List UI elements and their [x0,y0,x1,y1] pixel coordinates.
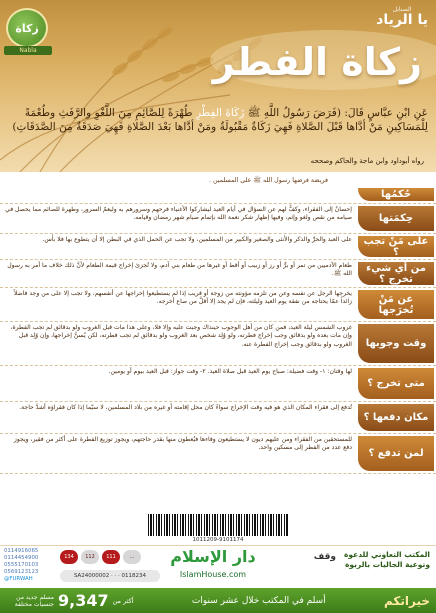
tab-where-to-pay: مكان دفعها ؟ [358,404,434,431]
twitter-handle[interactable]: @FURWAH [4,576,33,582]
islamhouse-name: دار الإسلام [170,547,256,566]
islamhouse-logo[interactable] [158,548,268,584]
org-name-text: المكتب التعاوني للدعوة وتوعية الجاليات بالربوة [343,550,430,569]
tab-on-behalf-of: عن مَنْ تُخرَجها [358,290,434,319]
hadith-highlight: زَكَاةَ الفِطْرِ [195,107,245,119]
section-body: غروب الشمس ليلة العيد، فمن كان من أهل الوجوب حينذاك وجبت عليه وإلا فلا، وعلى هذا مات قبل الغروب ولو بدقائق لم تجب الفطرة، وإن مات بعده ولو بدقائق وجب إخراج فطرته، ولو وُلِد شخص بعد الغروب ولو بدقائق لم تجب فطرته، لكن يُسنُّ إخراجها، وإن وُلِد قبل الغروب ولو بدقائق وجب إخراج الفطرة عنه. [10,324,352,348]
phone-number[interactable]: 0114454900 [4,555,39,561]
phone-list [4,548,58,583]
tab-time-due: وقت وجوبها [358,324,434,363]
tab-what-to-give: من أي شيء تخرج ؟ [358,262,434,285]
tab-when-to-give: متى تخرج ؟ [358,368,434,399]
section-when-to-give [0,366,436,402]
contact-pill: 111 [102,550,120,564]
section-body: طعام الآدميين من تمر أو برٍّ أو رز أو زبيب أو أقط أو غيرها من طعام بني آدم، ولا تُجزئ إخراج قيمة الطعام لأنَّ ذلك خلاف ما أمر به رسول الله ﷺ. [7,262,352,278]
brand-sub: السنابل [392,6,412,13]
tab-who-must-pay: على مَنْ تجب ؟ [358,236,434,257]
phone-number[interactable]: 0555170103 [4,562,39,568]
wheat-illustration [0,0,436,172]
section-who-must-pay [0,234,436,260]
section-body [0,186,358,203]
waqf-label: وقف [313,552,336,562]
content-area [0,172,436,512]
logo-caption: Nabla [4,46,52,55]
convert-count [6,591,134,610]
section-wisdom [0,204,436,234]
section-what-to-give [0,260,436,288]
sections-list [0,186,436,474]
section-recipients [0,434,436,474]
brand-mark [376,6,428,27]
contact-pills [60,550,156,564]
phone-number[interactable]: 0569123123 [4,569,39,575]
hadith-rest: طُهْرَةً لِلصَّائِمِ مِنَ اللَّغْوِ والرَّفَثِ وطُعْمَةً لِلْمَسَاكِينِ مَنْ أدَّاها قَبْلَ الصَّلاةِ فَهِيَ زَكَاةٌ مَقْبُولَةٌ ومَنْ أدَّاها بَعْدَ الصَّلاةِ فَهِيَ صَدَقَةٌ مِنَ الصَّدَقَاتِ) [12,107,428,133]
section-body: لها وقتان: ١- وقت فضيلة: صباح يوم العيد قبل صلاة العيد. ٢- وقت جواز: قبل العيد بيوم أو يومين. [108,368,352,375]
intro-line: فريضة فرضها رسول الله ﷺ على المسلمين . [208,177,328,184]
tab-ruling: حُكمُها [358,188,434,201]
org-name [338,550,430,570]
hadith-start: عَنِ ابْنِ عبَّاسٍ قَالَ: (فَرَضَ رَسُولُ اللَّهِ ﷺ [244,107,428,119]
contact-pill: ... [123,550,141,564]
barcode-number: 1011209-9101174 [192,537,244,543]
contact-pill: 112 [81,550,99,564]
contact-pill: 134 [60,550,78,564]
section-body: للمستحقين من الفقراء ومن عليهم ديون لا يستطيعون وفاءها فيُعطون منها بقدر حاجتهم، ويجوز توزيع الفطرة على أكثر من فقير، ويجوز دفع عدد من الفطر إلى مسكين واحد. [13,436,352,452]
logo-text: زكاة [15,21,39,35]
section-body: إحسانٌ إلى الفقراء، وكفٌّ لهم عن السؤال في أيام العيد ليشاركوا الأغنياء فرحهم وسرورهم به وليعمّ السرور، وطهرة للصائم مما يحصل في صيامه من نقص ولغو وإثم، وفيها إظهار شكر نعمة الله بإتمام صيام شهر رمضان وقيامه. [5,206,352,222]
section-where-to-pay [0,402,436,434]
section-body: على العبد والحرِّ والذكر والأنثى والصغير والكبير من المسلمين، ولا تجب عن الحمل الذي في البطن إلا أن يتطوع بها فلا بأس. [42,236,352,243]
brand-main: يا الرياد [376,12,428,28]
account-strip: SA24000002 · · · 0118234 [60,570,160,582]
section-body: تُدفع إلى فقراء المكان الذي هو فيه وقت الإخراج سواءً كان محل إقامته أو غيره من بلاد المسلمين، لا سيّما إذا كان فقراؤه أشدَّ حاجة. [19,404,352,411]
barcode [148,514,288,536]
tagline-main: خيراتكم [383,593,430,608]
page-title: زكاة الفطر [212,40,422,84]
hadith-text [8,106,428,134]
tagline-mid: أسلم في المكتب خلال عشر سنوات [191,595,326,606]
count-value: 9,347 [58,591,109,610]
count-post: مسلم جديد من جنسيات مختلفة [14,593,54,608]
section-ruling [0,186,436,204]
count-pre: أكثر من [112,596,134,605]
phone-number[interactable]: 0114916065 [4,548,39,554]
header-banner [0,0,436,172]
section-body: يخرجها الرجل عن نفسه وعن من تلزمه مؤونته من زوجة أو قريب إذا لم يستطيعوا إخراجها عن أنفسهم، ولا تجب إلا على من وجد فاضلاً زائداً عمّا يحتاجه من نفقة يوم العيد وليلته، فإن لم يجد إلا أقلَّ من صاع أخرجه. [13,290,352,306]
footer-bar [0,588,436,613]
tab-wisdom: حِكمَتها [358,206,434,231]
islamhouse-url[interactable]: IslamHouse.com [179,570,247,579]
wheat-logo-icon [6,8,48,48]
section-on-behalf-of [0,288,436,322]
tab-recipients: لمن تدفع ؟ [358,436,434,471]
hadith-source: رواه أبوداود وابن ماجة والحاكم وصححه [310,157,424,165]
footer-info [0,545,436,588]
section-time-due [0,322,436,366]
